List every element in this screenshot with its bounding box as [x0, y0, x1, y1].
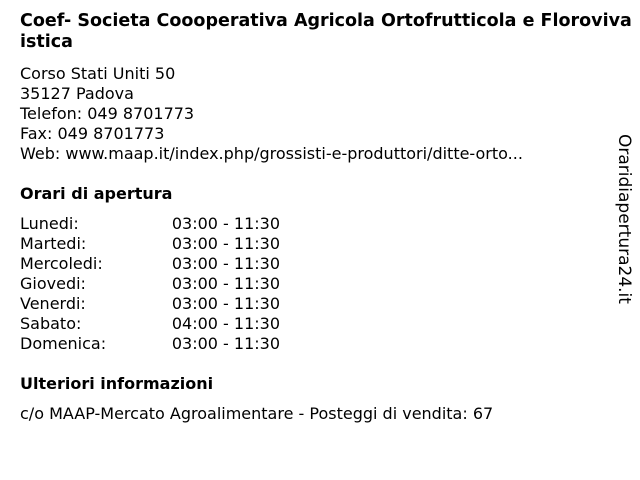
day-label: Giovedi: [20, 274, 86, 293]
time-range: 03:00 - 11:30 [171, 214, 280, 233]
day-label: Lunedi: [20, 214, 79, 233]
hours-row-sunday [20, 334, 280, 354]
time-range: 04:00 - 11:30 [171, 314, 280, 333]
opening-hours-table [20, 214, 280, 354]
day-label: Martedi: [20, 234, 87, 253]
time-range: 03:00 - 11:30 [171, 274, 280, 293]
site-watermark [612, 134, 636, 314]
time-range: 03:00 - 11:30 [171, 234, 280, 253]
address-block [20, 64, 523, 164]
opening-hours-heading: Orari di apertura [20, 184, 173, 203]
time-range: 03:00 - 11:30 [171, 254, 280, 273]
day-label: Mercoledi: [20, 254, 103, 273]
website-link[interactable]: Web: www.maap.it/index.php/grossisti-e-produttori/ditte-orto... [20, 144, 523, 163]
hours-row-saturday [20, 314, 280, 334]
day-label: Venerdi: [20, 294, 86, 313]
phone-number: Telefon: 049 8701773 [20, 104, 195, 123]
hours-row-wednesday [20, 254, 280, 274]
hours-row-tuesday [20, 234, 280, 254]
hours-row-friday [20, 294, 280, 314]
day-label: Domenica: [20, 334, 107, 353]
fax-number: Fax: 049 8701773 [20, 124, 165, 143]
hours-row-thursday [20, 274, 280, 294]
hours-row-monday [20, 214, 280, 234]
time-range: 03:00 - 11:30 [171, 334, 280, 353]
city-postal-code: 35127 Padova [20, 84, 134, 103]
additional-info-heading: Ulteriori informazioni [20, 374, 214, 393]
time-range: 03:00 - 11:30 [171, 294, 280, 313]
additional-info-text: c/o MAAP-Mercato Agroalimentare - Posteggi di vendita: 67 [20, 404, 494, 423]
watermark-text: Oraridiapertura24.it [614, 134, 634, 304]
business-name: Coef- Societa Coooperativa Agricola Ortofrutticola e Florovivaistica [20, 11, 632, 52]
day-label: Sabato: [20, 314, 82, 333]
street-address: Corso Stati Uniti 50 [20, 64, 176, 83]
